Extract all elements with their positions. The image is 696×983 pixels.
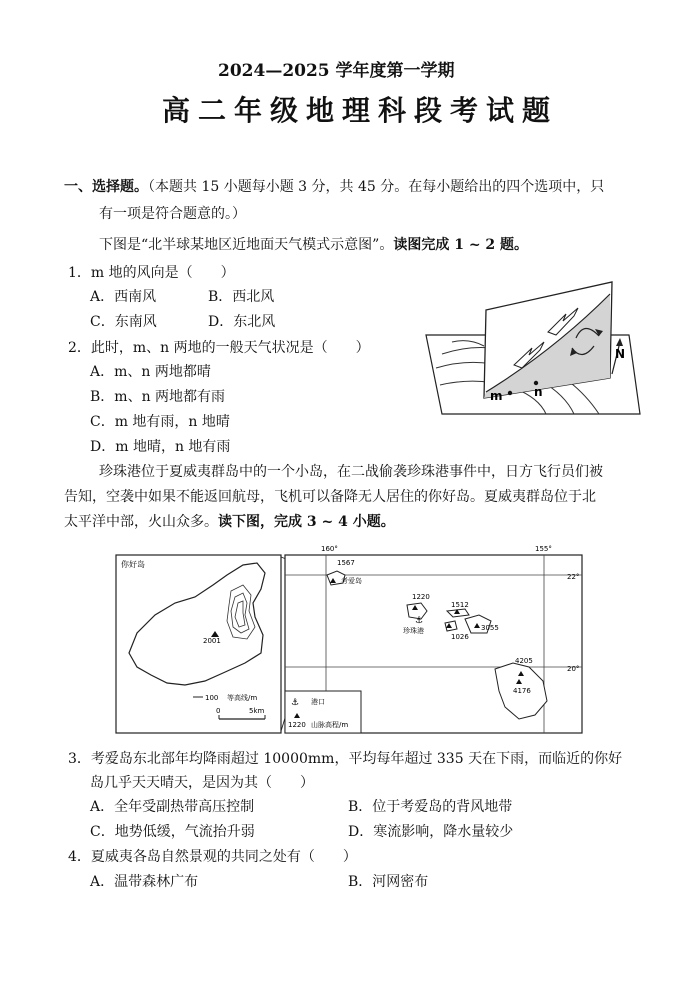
instr-line1: （本题共 15 小题每小题 3 分，共 45 分。在每小题给出的四个选项中，只: [148, 179, 605, 195]
q2-option-d: D．m 地晴，n 地有雨: [90, 439, 231, 455]
passage-line3-instruction: 读下图，完成 3 ~ 4 小题。: [218, 514, 395, 530]
intro-1-2: [99, 236, 528, 254]
q1-stem: 1．m 地的风向是（ ）: [68, 265, 235, 281]
q3-option-a: A．全年受副热带高压控制: [90, 799, 255, 815]
kauai-peak: 1567: [337, 559, 355, 567]
q2-option-b: B．m、n 两地都有雨: [90, 389, 226, 405]
q3-option-d: D．寒流影响，降水量较少: [348, 824, 514, 840]
hawaii-peak-b: 4176: [513, 687, 531, 695]
q4-option-a: A．温带森林广布: [90, 874, 199, 890]
instr-line2: 有一项是符合题意的。）: [99, 206, 246, 222]
label-n: n: [534, 385, 543, 399]
q2-option-c: C．m 地有雨，n 地晴: [90, 414, 230, 430]
q4-stem: 4．夏威夷各岛自然景观的共同之处有（ ）: [68, 849, 357, 865]
passage-line2: 告知，空袭中如果不能返回航母，飞机可以备降无人居住的你好岛。夏威夷群岛位于北: [64, 489, 596, 505]
weather-front-diagram: [424, 280, 642, 415]
lanai-peak: 1026: [451, 633, 469, 641]
hawaii-peak-a: 4205: [515, 657, 533, 665]
q3-stem-line1: 3．考爱岛东北部年均降雨超过 10000mm，平均每年超过 335 天在下雨，而临近的你好: [68, 751, 623, 767]
q1-option-d: D．东北风: [208, 314, 276, 330]
lanai-island: [445, 621, 457, 631]
oahu-peak: 1220: [412, 593, 430, 601]
lat-label-20: 20°: [567, 665, 580, 673]
legend-peak-value: 1220: [288, 721, 306, 729]
anchor-icon: ⚓: [415, 616, 424, 626]
lat-label-22: 22°: [567, 573, 580, 581]
q4-option-b: B．河网密布: [348, 874, 429, 890]
intro-1-2-text: 下图是“北半球某地区近地面天气模式示意图”。: [99, 237, 394, 253]
pearl-harbor-label: 珍珠港: [403, 627, 424, 635]
passage-line3-text: 太平洋中部，火山众多。: [64, 514, 218, 530]
inset-elevation: 2001: [203, 637, 221, 645]
q1-option-c: C．东南风: [90, 314, 157, 330]
lon-label-155: 155°: [535, 545, 552, 553]
contour-legend-label: 等高线/m: [227, 694, 258, 702]
q3-option-b: B．位于考爱岛的背风地带: [348, 799, 513, 815]
legend-anchor-icon: ⚓: [291, 698, 300, 708]
legend-port: 港口: [311, 698, 325, 706]
legend-peak-label: 山脉高程/m: [311, 721, 349, 729]
maui-peak: 3055: [481, 624, 499, 632]
q2-option-a: A．m、n 两地都晴: [90, 364, 211, 380]
passage-line1: 珍珠港位于夏威夷群岛中的一个小岛，在二战偷袭珍珠港事件中，日方飞行员们被: [99, 464, 603, 480]
q1-option-a: A．西南风: [90, 289, 157, 305]
exam-title: 高二年级地理科段考试题: [162, 94, 559, 127]
lon-label-160: 160°: [321, 545, 338, 553]
inset-title: 你好岛: [121, 560, 145, 569]
q2-stem: 2．此时，m、n 两地的一般天气状况是（ ）: [68, 340, 370, 356]
q3-stem-line2: 岛几乎天天晴天，是因为其（ ）: [90, 775, 314, 791]
hawaii-map-figure: [115, 545, 583, 735]
term-title: 2024—2025 学年度第一学期: [218, 61, 455, 81]
passage-line3: [64, 513, 395, 531]
section-instructions: [64, 178, 604, 196]
section-heading: 一、选择题。: [64, 179, 148, 195]
scale-zero: 0: [216, 707, 221, 715]
intro-1-2-instruction: 读图完成 1 ~ 2 题。: [393, 237, 529, 253]
scale-km: 5km: [249, 707, 265, 715]
molokai-peak: 1512: [451, 601, 469, 609]
label-north: N: [615, 347, 626, 361]
label-m: m: [490, 389, 503, 403]
kauai-name: 考爱岛: [341, 577, 362, 585]
q1-option-b: B．西北风: [208, 289, 275, 305]
contour-legend-value: 100: [205, 694, 219, 702]
q3-option-c: C．地势低缓，气流抬升弱: [90, 824, 255, 840]
